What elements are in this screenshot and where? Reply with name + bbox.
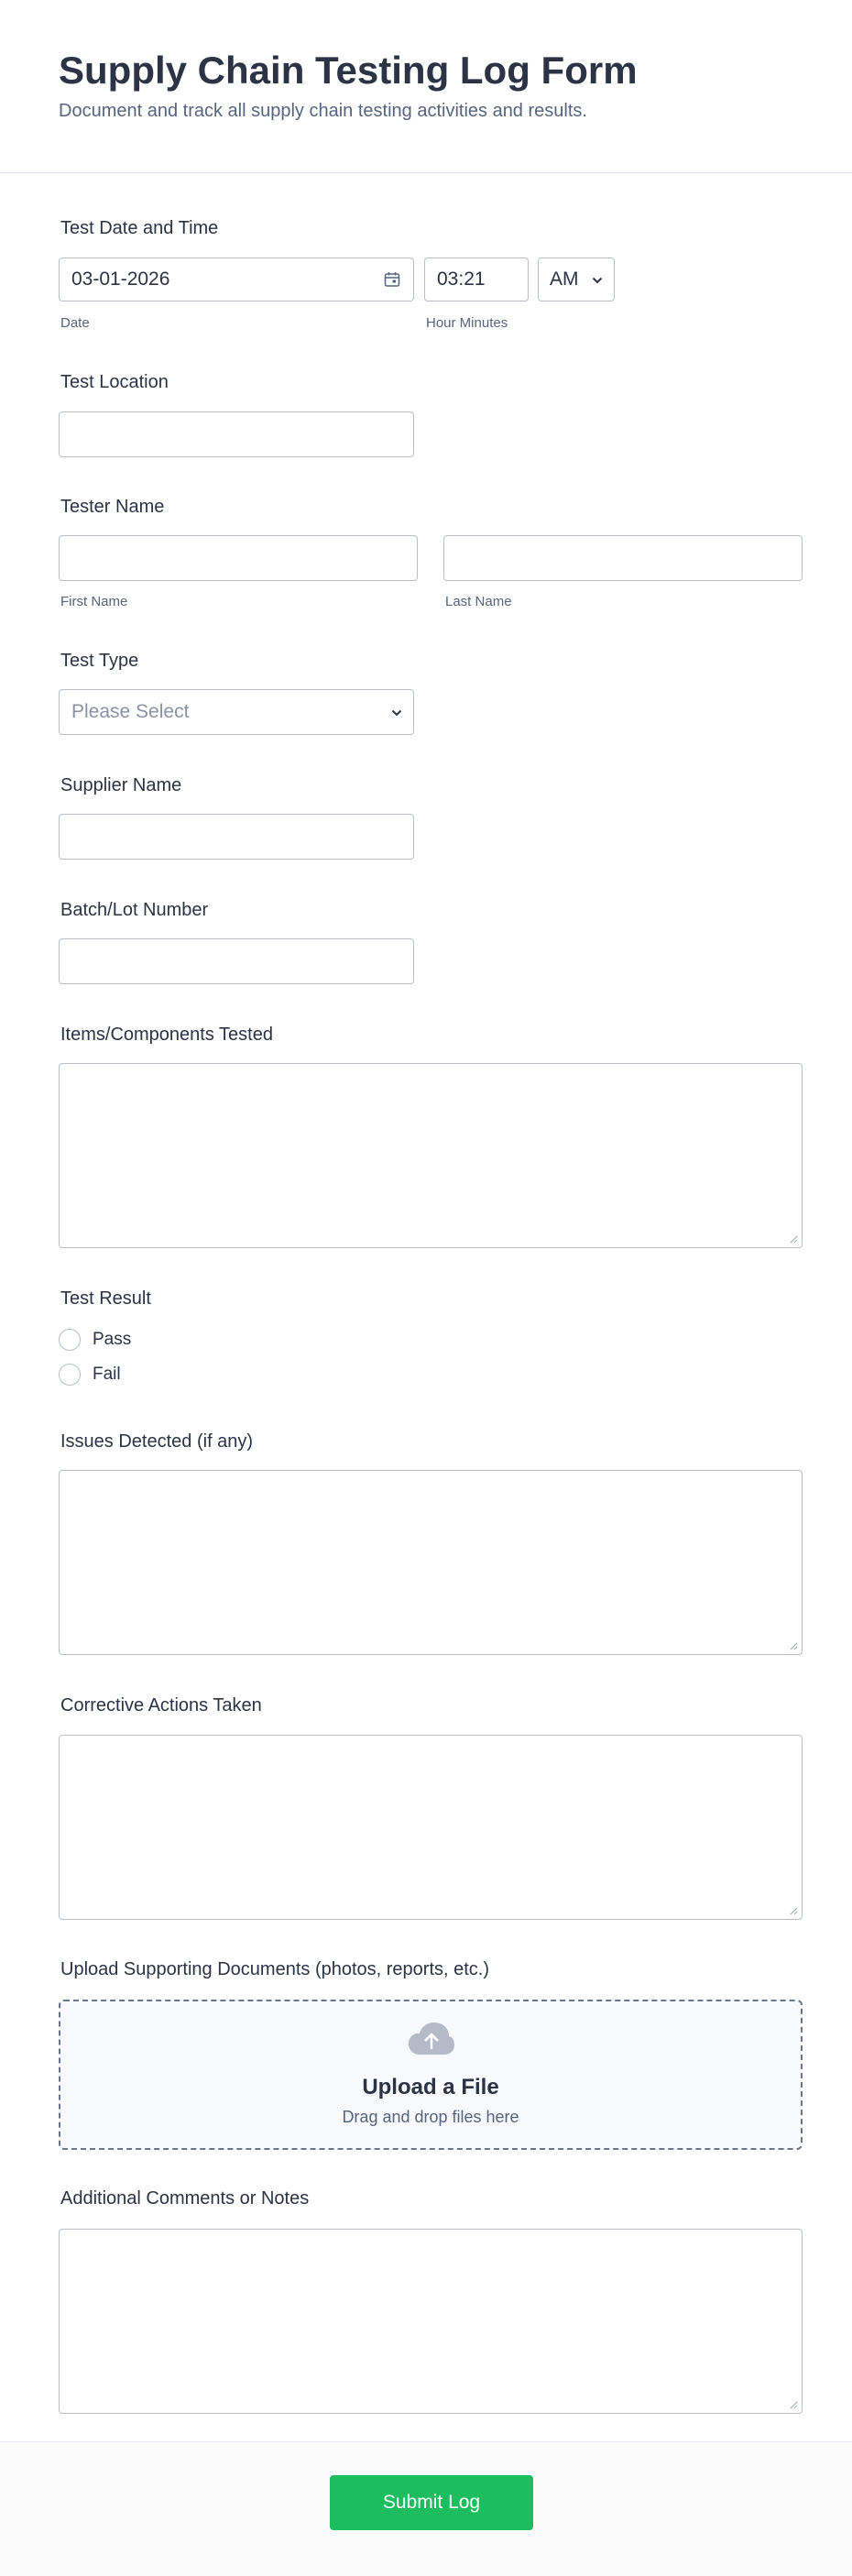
- form-subtitle: Document and track all supply chain testing activities and results.: [59, 101, 587, 121]
- form-footer: [0, 2441, 852, 2576]
- issues-detected-textarea[interactable]: [59, 1470, 803, 1655]
- first-name-input[interactable]: [59, 535, 418, 581]
- comments-label: Additional Comments or Notes: [60, 2188, 310, 2209]
- ampm-value: AM: [550, 269, 579, 290]
- date-value: 03-01-2026: [71, 269, 170, 290]
- date-input[interactable]: [59, 258, 414, 301]
- pass-radio-label[interactable]: Pass: [93, 1330, 132, 1349]
- supplier-name-input[interactable]: [59, 814, 414, 860]
- submit-button[interactable]: Submit Log: [330, 2475, 533, 2530]
- comments-textarea[interactable]: [59, 2229, 803, 2414]
- supplier-name-label: Supplier Name: [60, 775, 182, 795]
- items-tested-label: Items/Components Tested: [60, 1025, 273, 1045]
- test-type-label: Test Type: [60, 651, 139, 671]
- test-type-select[interactable]: [59, 689, 414, 735]
- test-location-label: Test Location: [60, 372, 169, 392]
- time-value: 03:21: [437, 269, 486, 290]
- upload-title: Upload a File: [362, 2075, 499, 2099]
- batch-lot-label: Batch/Lot Number: [60, 900, 209, 920]
- test-location-input[interactable]: [59, 411, 414, 457]
- test-type-placeholder: Please Select: [71, 701, 190, 722]
- chevron-down-icon: [391, 708, 402, 718]
- time-sublabel: Hour Minutes: [426, 315, 508, 331]
- resize-handle-icon[interactable]: [789, 2400, 798, 2409]
- chevron-down-icon: [592, 276, 603, 285]
- file-upload-dropzone[interactable]: [59, 2000, 803, 2150]
- items-tested-textarea[interactable]: [59, 1063, 803, 1248]
- resize-handle-icon[interactable]: [789, 1641, 798, 1650]
- test-datetime-label: Test Date and Time: [60, 218, 219, 238]
- date-sublabel: Date: [60, 315, 90, 331]
- pass-radio[interactable]: [59, 1329, 81, 1351]
- issues-detected-label: Issues Detected (if any): [60, 1431, 254, 1452]
- last-name-input[interactable]: [443, 535, 803, 581]
- resize-handle-icon[interactable]: [789, 1234, 798, 1244]
- tester-name-label: Tester Name: [60, 497, 165, 517]
- ampm-select[interactable]: [538, 258, 615, 301]
- calendar-icon[interactable]: [384, 271, 400, 288]
- test-result-label: Test Result: [60, 1288, 151, 1309]
- batch-lot-input[interactable]: [59, 938, 414, 984]
- first-name-sublabel: First Name: [60, 594, 128, 609]
- form-header: [0, 0, 852, 173]
- resize-handle-icon[interactable]: [789, 1906, 798, 1915]
- cloud-upload-icon: [408, 2022, 455, 2056]
- fail-radio[interactable]: [59, 1364, 81, 1386]
- time-input[interactable]: [424, 258, 529, 301]
- fail-radio-label[interactable]: Fail: [93, 1365, 121, 1384]
- form-title: Supply Chain Testing Log Form: [59, 49, 638, 92]
- upload-subtitle: Drag and drop files here: [342, 2108, 519, 2126]
- corrective-actions-label: Corrective Actions Taken: [60, 1695, 262, 1716]
- corrective-actions-textarea[interactable]: [59, 1735, 803, 1920]
- upload-label: Upload Supporting Documents (photos, reports, etc.): [60, 1959, 490, 1979]
- last-name-sublabel: Last Name: [445, 594, 512, 609]
